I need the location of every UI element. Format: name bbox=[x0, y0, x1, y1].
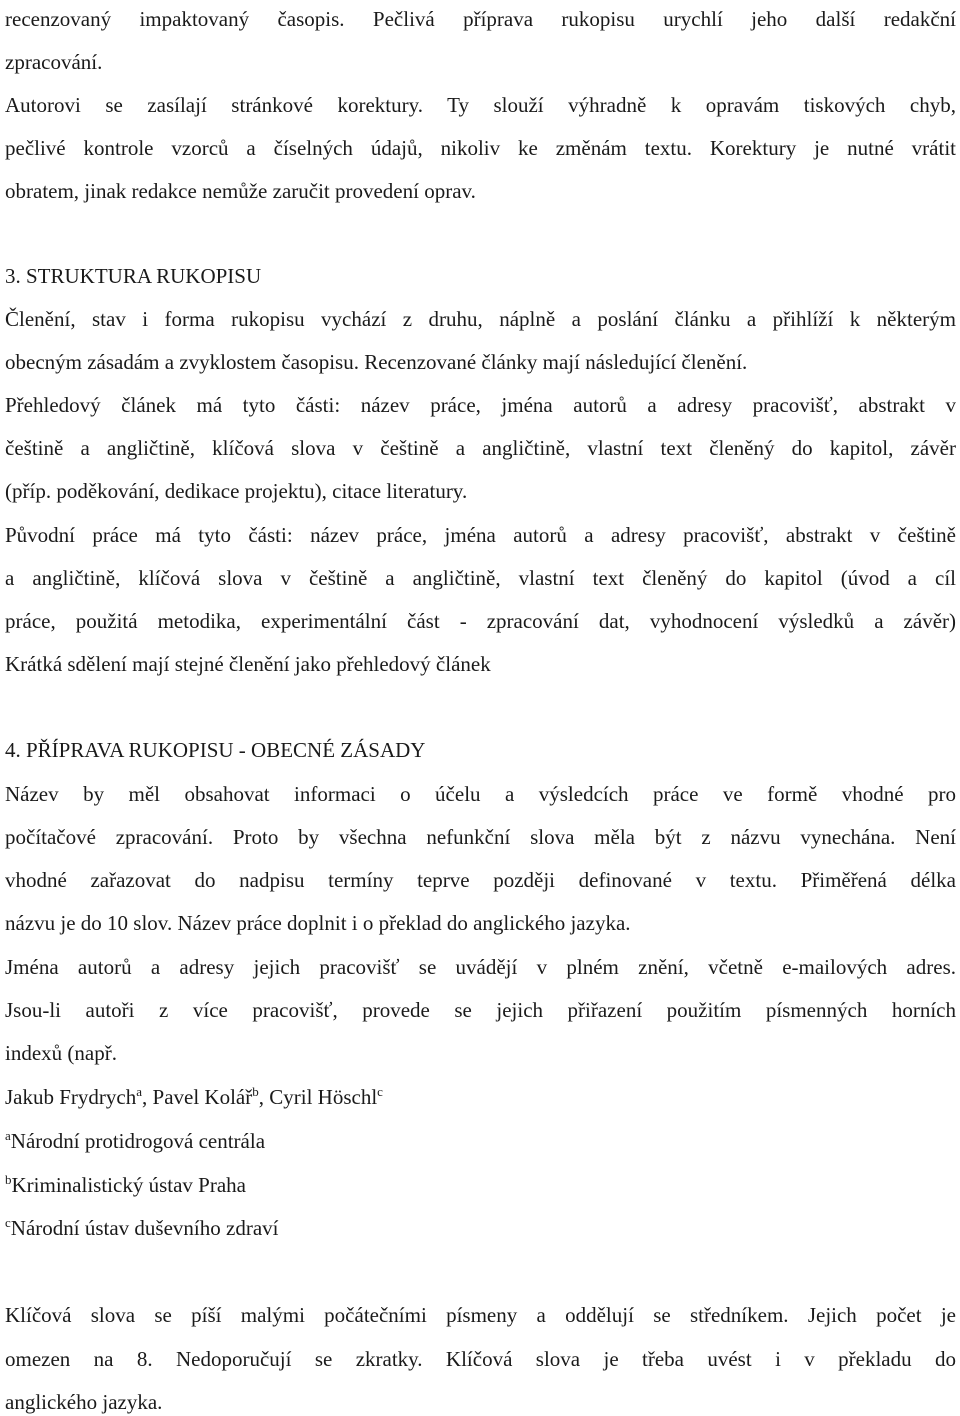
text-line: Jsou-li autoři z více pracovišť, provede se jejich přiřazení použitím písmenných horních bbox=[5, 998, 956, 1022]
affiliation-name: Národní ústav duševního zdraví bbox=[10, 1216, 279, 1240]
text-line: recenzovaný impaktovaný časopis. Pečlivá příprava rukopisu urychlí jeho další redakční bbox=[5, 7, 956, 31]
text-line: práce, použitá metodika, experimentální část - zpracování dat, vyhodnocení výsledků a závěr) bbox=[5, 609, 956, 633]
section-4-heading: 4. PŘÍPRAVA RUKOPISU - OBECNÉ ZÁSADY bbox=[5, 738, 426, 762]
affiliation-sup: c bbox=[5, 1215, 11, 1230]
author-sup: a bbox=[136, 1084, 143, 1099]
text-line: Klíčová slova se píší malými počátečními písmeny a oddělují se středníkem. Jejich počet je bbox=[5, 1303, 956, 1327]
author-name: Pavel Kolář bbox=[152, 1085, 253, 1109]
affiliation bbox=[5, 1215, 956, 1241]
text-line: Původní práce má tyto části: název práce, jména autorů a adresy pracovišť, abstrakt v češtině bbox=[5, 523, 956, 547]
author-sup: b bbox=[252, 1084, 259, 1099]
text-line: češtině a angličtině, klíčová slova v češtině a angličtině, vlastní text členěný do kapitol, závěr bbox=[5, 436, 956, 460]
text-line: Členění, stav i forma rukopisu vychází z druhu, náplně a poslání článku a přihlíží k některým bbox=[5, 307, 956, 331]
text-line: Přehledový článek má tyto části: název práce, jména autorů a adresy pracovišť, abstrakt v bbox=[5, 393, 956, 417]
example-authors: Jakub Frydrych$^a$, Pavel Kolář$^b$, Cyril Höschl$^c$ bbox=[5, 1084, 383, 1109]
text-line: zpracování. bbox=[5, 50, 103, 74]
affiliation bbox=[5, 1172, 956, 1198]
text-line: a angličtině, klíčová slova v češtině a angličtině, vlastní text členěný do kapitol (úvod a cíl bbox=[5, 566, 956, 590]
section-3-heading: 3. STRUKTURA RUKOPISU bbox=[5, 264, 262, 288]
affiliation-sup: a bbox=[5, 1128, 11, 1143]
text-line: obecným zásadám a zvyklostem časopisu. Recenzované články mají následující členění. bbox=[5, 350, 748, 374]
text-line: Jména autorů a adresy jejich pracovišť se uvádějí v plném znění, včetně e-mailových adres. bbox=[5, 955, 956, 979]
text-line: obratem, jinak redakce nemůže zaručit provedení oprav. bbox=[5, 179, 476, 203]
affiliation-name: Národní protidrogová centrála bbox=[10, 1129, 266, 1153]
author-sup: c bbox=[377, 1084, 383, 1099]
text-line: vhodné zařazovat do nadpisu termíny teprve později definované v textu. Přiměřená délka bbox=[5, 868, 956, 892]
text-line: Krátká sdělení mají stejné členění jako přehledový článek bbox=[5, 652, 491, 676]
text-line: Název by měl obsahovat informaci o účelu a výsledcích práce ve formě vhodné pro bbox=[5, 782, 956, 806]
affiliation-sup: b bbox=[5, 1172, 12, 1187]
text-line: indexů (např. bbox=[5, 1041, 117, 1065]
author-name: Cyril Höschl bbox=[269, 1085, 378, 1109]
text-line: anglického jazyka. bbox=[5, 1390, 163, 1414]
text-line: Autorovi se zasílají stránkové korektury. Ty slouží výhradně k opravám tiskových chyb, bbox=[5, 93, 956, 117]
text-line: omezen na 8. Nedoporučují se zkratky. Klíčová slova je třeba uvést i v překladu do bbox=[5, 1347, 956, 1371]
affiliation-name: Kriminalistický ústav Praha bbox=[11, 1173, 246, 1197]
text-line: pečlivé kontrole vzorců a číselných údajů, nikoliv ke změnám textu. Korektury je nutné vrátit bbox=[5, 136, 956, 160]
author-name: Jakub Frydrych bbox=[5, 1085, 137, 1109]
text-line: názvu je do 10 slov. Název práce doplnit i o překlad do anglického jazyka. bbox=[5, 911, 631, 935]
text-line: (příp. poděkování, dedikace projektu), citace literatury. bbox=[5, 479, 468, 503]
affiliation bbox=[5, 1128, 956, 1154]
text-line: počítačové zpracování. Proto by všechna nefunkční slova měla být z názvu vynechána. Není bbox=[5, 825, 956, 849]
